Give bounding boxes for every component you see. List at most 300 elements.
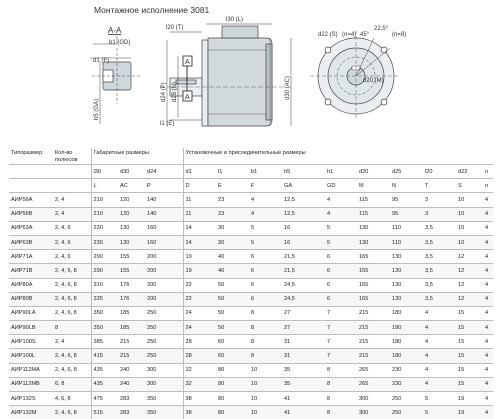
row-value-cell: 11 <box>183 207 216 221</box>
row-poles-cell: 2, 4, 6, 8 <box>53 264 91 278</box>
row-value-cell: 24 <box>183 306 216 320</box>
row-value-cell: 7 <box>325 335 357 349</box>
row-value-cell: 250 <box>390 406 423 419</box>
col-code: l30 <box>91 165 118 179</box>
dim-d1: d1 (F) <box>93 58 110 64</box>
row-value-cell: 38 <box>183 406 216 419</box>
row-value-cell: 7 <box>325 306 357 320</box>
row-value-cell: 80 <box>216 406 249 419</box>
row-value-cell: 130 <box>390 292 423 306</box>
row-value-cell: 24,5 <box>282 278 325 292</box>
col-letter: N <box>390 179 423 193</box>
row-value-cell: 31 <box>282 335 325 349</box>
dim-d25: d25 (N) <box>172 81 178 102</box>
row-value-cell: 3,5 <box>423 221 456 235</box>
row-type-cell: АИР112МВ <box>9 377 53 391</box>
row-value-cell: 283 <box>118 392 145 406</box>
row-value-cell: 10 <box>249 377 282 391</box>
row-value-cell: 4 <box>483 306 493 320</box>
row-value-cell: 50 <box>216 292 249 306</box>
row-value-cell: 15 <box>456 321 483 335</box>
row-value-cell: 6 <box>249 250 282 264</box>
row-value-cell: 385 <box>91 335 118 349</box>
row-value-cell: 7 <box>325 321 357 335</box>
row-value-cell: 16 <box>282 235 325 249</box>
row-value-cell: 6 <box>325 264 357 278</box>
row-value-cell: 4 <box>483 264 493 278</box>
row-value-cell: 6 <box>249 278 282 292</box>
row-value-cell: 300 <box>357 406 390 419</box>
row-value-cell: 110 <box>390 235 423 249</box>
row-value-cell: 3,5 <box>423 264 456 278</box>
row-value-cell: 5 <box>249 235 282 249</box>
row-value-cell: 24,5 <box>282 292 325 306</box>
flange <box>202 40 208 126</box>
row-value-cell: 11 <box>183 193 216 207</box>
row-value-cell: 4 <box>483 377 493 391</box>
row-value-cell: 19 <box>183 250 216 264</box>
row-value-cell: 4 <box>423 306 456 320</box>
row-type-cell: АИР80В <box>9 292 53 306</box>
col-letter: F <box>249 179 282 193</box>
row-value-cell: 10 <box>456 235 483 249</box>
table-row <box>9 264 493 278</box>
dimensions-table-container <box>9 148 493 419</box>
row-poles-cell: 2, 4, 6, 8 <box>53 363 91 377</box>
col-code: d24 <box>145 165 183 179</box>
row-value-cell: 215 <box>357 321 390 335</box>
row-value-cell: 210 <box>91 193 118 207</box>
col-letter: n <box>483 179 493 193</box>
row-value-cell: 8 <box>249 321 282 335</box>
row-value-cell: 8 <box>249 349 282 363</box>
row-value-cell: 4 <box>249 193 282 207</box>
col-letter: P <box>145 179 183 193</box>
row-value-cell: 165 <box>357 292 390 306</box>
row-value-cell: 130 <box>118 235 145 249</box>
row-value-cell: 10 <box>249 392 282 406</box>
row-value-cell: 21,5 <box>282 250 325 264</box>
dim-d30: d30 (AC) <box>285 75 291 100</box>
row-poles-cell: 2, 4 <box>53 193 91 207</box>
table-row <box>9 292 493 306</box>
col-code: n <box>483 165 493 179</box>
row-value-cell: 4 <box>423 363 456 377</box>
dim-b1: b1 (GD) <box>109 40 131 46</box>
table-row <box>9 377 493 391</box>
row-value-cell: 80 <box>216 392 249 406</box>
row-poles-cell: 4, 6, 8 <box>53 392 91 406</box>
row-value-cell: 215 <box>357 349 390 363</box>
row-value-cell: 4 <box>423 349 456 363</box>
row-value-cell: 50 <box>216 306 249 320</box>
row-poles-cell: 2, 4, 6, 8 <box>53 278 91 292</box>
row-value-cell: 27 <box>282 306 325 320</box>
row-value-cell: 240 <box>118 363 145 377</box>
row-value-cell: 10 <box>249 363 282 377</box>
row-value-cell: 5 <box>423 392 456 406</box>
row-value-cell: 250 <box>145 335 183 349</box>
header-poles: Кол-во полюсов <box>55 150 78 163</box>
row-value-cell: 155 <box>118 250 145 264</box>
row-value-cell: 215 <box>118 335 145 349</box>
row-value-cell: 15 <box>456 363 483 377</box>
row-type-cell: АИР132М <box>9 406 53 419</box>
col-code: l20 <box>423 165 456 179</box>
row-value-cell: 265 <box>357 363 390 377</box>
row-value-cell: 12 <box>456 292 483 306</box>
row-value-cell: 3,5 <box>423 292 456 306</box>
header-letters <box>9 179 493 193</box>
col-letter: GD <box>325 179 357 193</box>
row-value-cell: 60 <box>216 335 249 349</box>
row-value-cell: 4 <box>483 207 493 221</box>
row-value-cell: 24 <box>183 321 216 335</box>
row-value-cell: 15 <box>456 349 483 363</box>
motor-body <box>208 38 272 126</box>
row-value-cell: 95 <box>390 193 423 207</box>
col-letter: T <box>423 179 456 193</box>
col-code: d25 <box>390 165 423 179</box>
row-value-cell: 23 <box>216 193 249 207</box>
row-value-cell: 160 <box>145 235 183 249</box>
row-value-cell: 8 <box>325 406 357 419</box>
row-value-cell: 15 <box>456 306 483 320</box>
col-letter: S <box>456 179 483 193</box>
row-value-cell: 435 <box>91 377 118 391</box>
row-value-cell: 4 <box>483 349 493 363</box>
row-value-cell: 35 <box>282 377 325 391</box>
row-value-cell: 4 <box>483 250 493 264</box>
table-row <box>9 193 493 207</box>
dim-d20: d20 (M) <box>363 78 384 84</box>
row-value-cell: 19 <box>456 392 483 406</box>
row-value-cell: 14 <box>183 221 216 235</box>
row-value-cell: 4 <box>483 321 493 335</box>
row-type-cell: АИР112МА <box>9 363 53 377</box>
row-value-cell: 5 <box>249 221 282 235</box>
row-value-cell: 8 <box>249 335 282 349</box>
dim-l20: l20 (T) <box>166 25 184 31</box>
row-value-cell: 283 <box>118 406 145 419</box>
row-value-cell: 4 <box>423 335 456 349</box>
row-type-cell: АИР100S <box>9 335 53 349</box>
row-poles-cell: 2, 4, 6, 8 <box>53 306 91 320</box>
col-letter: D <box>183 179 216 193</box>
row-value-cell: 50 <box>216 278 249 292</box>
row-value-cell: 80 <box>216 363 249 377</box>
row-value-cell: 290 <box>91 264 118 278</box>
section-label: А-А <box>108 26 122 35</box>
dim-l30: l30 (L) <box>226 17 244 23</box>
row-type-cell: АИР71А <box>9 250 53 264</box>
row-value-cell: 230 <box>91 221 118 235</box>
row-poles-cell: 2, 4, 6, 8 <box>53 292 91 306</box>
row-value-cell: 4 <box>483 335 493 349</box>
col-letter: L <box>91 179 118 193</box>
row-type-cell: АИР56А <box>9 193 53 207</box>
row-value-cell: 10 <box>249 406 282 419</box>
row-value-cell: 350 <box>145 392 183 406</box>
row-value-cell: 12 <box>456 250 483 264</box>
page-title: Монтажное исполнение 3081 <box>94 5 210 15</box>
row-value-cell: 180 <box>390 321 423 335</box>
row-value-cell: 185 <box>118 321 145 335</box>
row-value-cell: 350 <box>91 306 118 320</box>
row-value-cell: 95 <box>390 207 423 221</box>
row-value-cell: 250 <box>390 392 423 406</box>
row-value-cell: 30 <box>216 221 249 235</box>
row-value-cell: 300 <box>145 363 183 377</box>
row-value-cell: 4 <box>483 278 493 292</box>
row-value-cell: 10 <box>456 193 483 207</box>
row-value-cell: 165 <box>357 278 390 292</box>
row-value-cell: 19 <box>456 406 483 419</box>
table-row <box>9 321 493 335</box>
row-value-cell: 290 <box>91 250 118 264</box>
row-value-cell: 130 <box>357 221 390 235</box>
row-value-cell: 415 <box>91 349 118 363</box>
dim-a45: 45° <box>360 32 370 38</box>
row-value-cell: 5 <box>325 235 357 249</box>
row-value-cell: 230 <box>390 363 423 377</box>
row-value-cell: 15 <box>456 377 483 391</box>
dim-n8: (n=8) <box>392 32 407 38</box>
row-value-cell: 4 <box>423 377 456 391</box>
row-type-cell: АИР63А <box>9 221 53 235</box>
row-value-cell: 12,5 <box>282 207 325 221</box>
row-value-cell: 115 <box>357 207 390 221</box>
col-code: h5 <box>282 165 325 179</box>
row-value-cell: 4 <box>483 392 493 406</box>
row-value-cell: 130 <box>357 235 390 249</box>
row-type-cell: АИР71В <box>9 264 53 278</box>
row-value-cell: 4 <box>483 363 493 377</box>
table-row <box>9 235 493 249</box>
row-type-cell: АИР56В <box>9 207 53 221</box>
table-row <box>9 335 493 349</box>
row-value-cell: 41 <box>282 392 325 406</box>
row-value-cell: 28 <box>183 335 216 349</box>
row-value-cell: 335 <box>91 292 118 306</box>
row-value-cell: 230 <box>390 377 423 391</box>
row-value-cell: 4 <box>423 321 456 335</box>
header-type: Типоразмер <box>11 150 43 156</box>
row-value-cell: 130 <box>390 250 423 264</box>
row-value-cell: 21,5 <box>282 264 325 278</box>
table-row <box>9 406 493 419</box>
row-value-cell: 12,5 <box>282 193 325 207</box>
row-value-cell: 19 <box>183 264 216 278</box>
col-letter: M <box>357 179 390 193</box>
table-row <box>9 207 493 221</box>
row-value-cell: 120 <box>118 207 145 221</box>
row-value-cell: 12 <box>456 264 483 278</box>
row-value-cell: 176 <box>118 292 145 306</box>
table-row <box>9 278 493 292</box>
row-value-cell: 215 <box>357 335 390 349</box>
row-value-cell: 300 <box>145 377 183 391</box>
row-value-cell: 200 <box>145 292 183 306</box>
dim-d22: d22 (S) <box>318 32 338 38</box>
row-value-cell: 6 <box>325 278 357 292</box>
row-value-cell: 8 <box>325 392 357 406</box>
row-value-cell: 230 <box>91 235 118 249</box>
row-value-cell: 12 <box>456 278 483 292</box>
col-code: d1 <box>183 165 216 179</box>
row-value-cell: 15 <box>456 335 483 349</box>
header-codes <box>9 165 493 179</box>
table-row <box>9 306 493 320</box>
row-value-cell: 5 <box>423 406 456 419</box>
row-value-cell: 32 <box>183 363 216 377</box>
row-value-cell: 40 <box>216 250 249 264</box>
row-value-cell: 23 <box>216 207 249 221</box>
col-letter: E <box>216 179 249 193</box>
row-value-cell: 110 <box>390 221 423 235</box>
row-value-cell: 115 <box>357 193 390 207</box>
row-value-cell: 4 <box>483 235 493 249</box>
dim-l1: l1 (E) <box>160 121 175 127</box>
row-value-cell: 475 <box>91 392 118 406</box>
row-value-cell: 27 <box>282 321 325 335</box>
row-value-cell: 14 <box>183 235 216 249</box>
col-code: l1 <box>216 165 249 179</box>
row-value-cell: 6 <box>325 250 357 264</box>
row-poles-cell: 2, 4 <box>53 207 91 221</box>
col-letter: GA <box>282 179 325 193</box>
dim-d24: d24 (P) <box>161 82 167 102</box>
row-value-cell: 310 <box>91 278 118 292</box>
row-value-cell: 10 <box>456 207 483 221</box>
motor-drawing <box>0 0 500 140</box>
row-value-cell: 60 <box>216 349 249 363</box>
row-value-cell: 4 <box>483 221 493 235</box>
row-value-cell: 350 <box>91 321 118 335</box>
row-value-cell: 140 <box>145 193 183 207</box>
row-value-cell: 3,5 <box>423 278 456 292</box>
row-value-cell: 215 <box>118 349 145 363</box>
row-value-cell: 180 <box>390 335 423 349</box>
row-value-cell: 50 <box>216 321 249 335</box>
col-code: d30 <box>118 165 145 179</box>
dim-a225: 22,5° <box>374 26 389 32</box>
table-body <box>9 193 493 419</box>
row-poles-cell: 2, 4, 6, 8 <box>53 406 91 419</box>
row-value-cell: 130 <box>390 264 423 278</box>
row-value-cell: 8 <box>325 363 357 377</box>
row-poles-cell: 2, 4, 6, 8 <box>53 349 91 363</box>
row-value-cell: 4 <box>483 406 493 419</box>
table-row <box>9 221 493 235</box>
row-value-cell: 22 <box>183 292 216 306</box>
row-value-cell: 160 <box>145 221 183 235</box>
row-value-cell: 3,5 <box>423 250 456 264</box>
row-value-cell: 200 <box>145 250 183 264</box>
row-value-cell: 165 <box>357 264 390 278</box>
row-type-cell: АИР63В <box>9 235 53 249</box>
row-value-cell: 6 <box>325 292 357 306</box>
row-value-cell: 265 <box>357 377 390 391</box>
row-value-cell: 10 <box>456 221 483 235</box>
row-value-cell: 140 <box>145 207 183 221</box>
row-type-cell: АИР100L <box>9 349 53 363</box>
row-value-cell: 80 <box>216 377 249 391</box>
col-code: h1 <box>325 165 357 179</box>
row-type-cell: АИР90LВ <box>9 321 53 335</box>
arrow-label-top: А <box>185 59 190 66</box>
row-value-cell: 35 <box>282 363 325 377</box>
table-row <box>9 392 493 406</box>
row-poles-cell: 2, 4, 6 <box>53 235 91 249</box>
row-value-cell: 155 <box>118 264 145 278</box>
row-value-cell: 200 <box>145 278 183 292</box>
row-value-cell: 130 <box>118 221 145 235</box>
row-value-cell: 22 <box>183 278 216 292</box>
row-value-cell: 180 <box>390 306 423 320</box>
header-overall: Габаритные размеры <box>91 148 183 165</box>
row-value-cell: 300 <box>357 392 390 406</box>
row-value-cell: 176 <box>118 278 145 292</box>
row-value-cell: 8 <box>249 306 282 320</box>
row-value-cell: 4 <box>325 207 357 221</box>
table-row <box>9 250 493 264</box>
row-value-cell: 130 <box>390 278 423 292</box>
row-value-cell: 16 <box>282 221 325 235</box>
row-poles-cell: 6, 8 <box>53 377 91 391</box>
table-row <box>9 363 493 377</box>
row-poles-cell: 2, 4, 6 <box>53 250 91 264</box>
row-poles-cell: 2, 4, 6 <box>53 221 91 235</box>
row-value-cell: 185 <box>118 306 145 320</box>
row-value-cell: 215 <box>357 306 390 320</box>
row-value-cell: 250 <box>145 306 183 320</box>
col-code: d22 <box>456 165 483 179</box>
row-value-cell: 41 <box>282 406 325 419</box>
row-value-cell: 120 <box>118 193 145 207</box>
row-poles-cell: 8 <box>53 321 91 335</box>
row-value-cell: 3 <box>423 207 456 221</box>
row-value-cell: 165 <box>357 250 390 264</box>
dim-h5: h5 (GA) <box>94 98 100 120</box>
table-row <box>9 349 493 363</box>
row-value-cell: 8 <box>325 377 357 391</box>
row-value-cell: 4 <box>483 193 493 207</box>
row-value-cell: 515 <box>91 406 118 419</box>
row-value-cell: 32 <box>183 377 216 391</box>
row-value-cell: 38 <box>183 392 216 406</box>
row-value-cell: 435 <box>91 363 118 377</box>
row-value-cell: 250 <box>145 349 183 363</box>
row-value-cell: 240 <box>118 377 145 391</box>
row-value-cell: 40 <box>216 264 249 278</box>
row-value-cell: 200 <box>145 264 183 278</box>
row-value-cell: 31 <box>282 349 325 363</box>
row-poles-cell: 2, 4 <box>53 335 91 349</box>
col-letter: AC <box>118 179 145 193</box>
row-value-cell: 30 <box>216 235 249 249</box>
col-code: b1 <box>249 165 282 179</box>
row-value-cell: 7 <box>325 349 357 363</box>
col-code: d20 <box>357 165 390 179</box>
row-value-cell: 3 <box>423 193 456 207</box>
terminal-box <box>222 26 258 38</box>
header-install: Установочные и присоединительные размеры <box>183 148 493 165</box>
row-value-cell: 210 <box>91 207 118 221</box>
row-value-cell: 4 <box>249 207 282 221</box>
arrow-label-bottom: А <box>185 94 190 101</box>
row-type-cell: АИР132S <box>9 392 53 406</box>
